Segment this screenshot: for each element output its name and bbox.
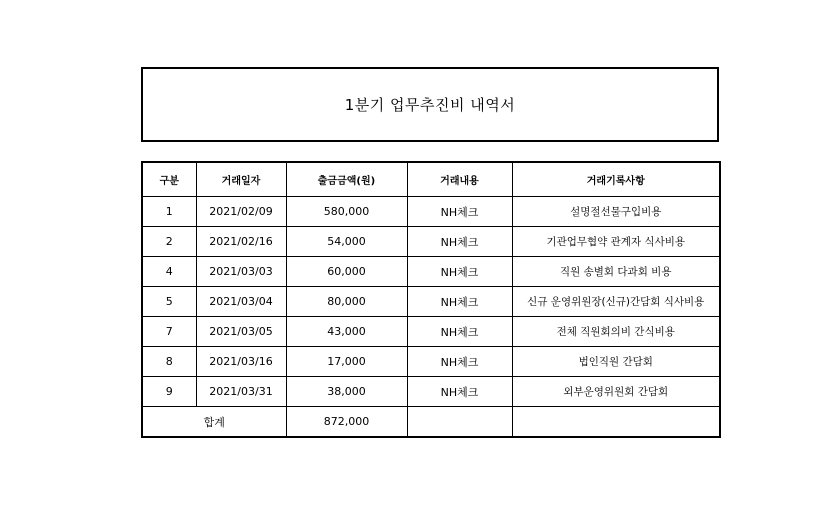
cell-date: 2021/03/31 — [196, 377, 286, 407]
header-type: 거래내용 — [407, 162, 512, 197]
total-empty-note — [512, 407, 720, 438]
table-row — [142, 257, 720, 287]
cell-type: NH체크 — [407, 377, 512, 407]
cell-note: 외부운영위원회 간담회 — [512, 377, 720, 407]
cell-no: 7 — [142, 317, 196, 347]
cell-date: 2021/03/03 — [196, 257, 286, 287]
document-title: 1분기 업무추진비 내역서 — [344, 96, 516, 114]
total-amount: 872,000 — [286, 407, 407, 438]
cell-date: 2021/03/04 — [196, 287, 286, 317]
cell-date: 2021/03/16 — [196, 347, 286, 377]
table-row — [142, 347, 720, 377]
cell-note: 전체 직원회의비 간식비용 — [512, 317, 720, 347]
cell-no: 2 — [142, 227, 196, 257]
cell-amount: 38,000 — [286, 377, 407, 407]
table-row — [142, 377, 720, 407]
cell-type: NH체크 — [407, 317, 512, 347]
cell-amount: 80,000 — [286, 287, 407, 317]
cell-date: 2021/02/09 — [196, 197, 286, 227]
cell-no: 8 — [142, 347, 196, 377]
cell-note: 기관업무협약 관계자 식사비용 — [512, 227, 720, 257]
cell-date: 2021/02/16 — [196, 227, 286, 257]
expense-table — [141, 161, 721, 438]
cell-date: 2021/03/05 — [196, 317, 286, 347]
table-row — [142, 287, 720, 317]
cell-type: NH체크 — [407, 227, 512, 257]
title-box — [141, 67, 719, 142]
total-label: 합계 — [142, 407, 286, 438]
cell-type: NH체크 — [407, 287, 512, 317]
cell-no: 4 — [142, 257, 196, 287]
cell-type: NH체크 — [407, 347, 512, 377]
table-row — [142, 197, 720, 227]
cell-no: 1 — [142, 197, 196, 227]
header-note: 거래기록사항 — [512, 162, 720, 197]
header-no: 구분 — [142, 162, 196, 197]
cell-note: 법인직원 간담회 — [512, 347, 720, 377]
cell-amount: 17,000 — [286, 347, 407, 377]
cell-amount: 43,000 — [286, 317, 407, 347]
cell-amount: 580,000 — [286, 197, 407, 227]
cell-no: 5 — [142, 287, 196, 317]
table-row — [142, 227, 720, 257]
header-amount: 출금금액(원) — [286, 162, 407, 197]
table-row — [142, 317, 720, 347]
cell-amount: 60,000 — [286, 257, 407, 287]
cell-type: NH체크 — [407, 257, 512, 287]
cell-type: NH체크 — [407, 197, 512, 227]
header-date: 거래일자 — [196, 162, 286, 197]
cell-note: 신규 운영위원장(신규)간담회 식사비용 — [512, 287, 720, 317]
cell-amount: 54,000 — [286, 227, 407, 257]
cell-no: 9 — [142, 377, 196, 407]
total-empty-type — [407, 407, 512, 438]
cell-note: 설명절선물구입비용 — [512, 197, 720, 227]
cell-note: 직원 송별회 다과회 비용 — [512, 257, 720, 287]
total-row — [142, 407, 720, 438]
table-header-row — [142, 162, 720, 197]
